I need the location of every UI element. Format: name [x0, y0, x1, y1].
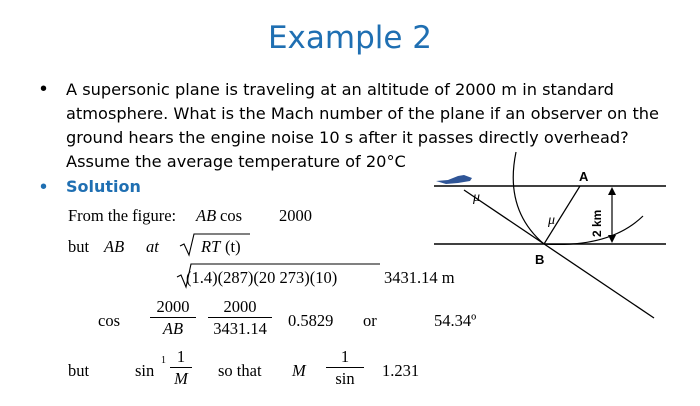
problem-line: Assume the average temperature of 20°C [66, 152, 406, 171]
bullet-solution: • [40, 176, 48, 198]
but-text: but [68, 237, 90, 256]
or-text: or [363, 311, 377, 330]
problem-line: ground hears the engine noise 10 s after it passes directly overhead? [66, 128, 629, 147]
fraction-numerator: 1 [326, 347, 364, 368]
sound-wave-arc [513, 152, 544, 244]
so-that-text: so that [218, 361, 262, 380]
mu-angle-label: μ [548, 213, 556, 228]
arrowhead-down [608, 235, 616, 243]
point-b-label: B [535, 252, 545, 267]
cos-function: cos [98, 311, 120, 330]
airplane-icon [436, 175, 472, 184]
mach-wave-line [464, 190, 654, 318]
fraction-numerator: 1 [170, 347, 192, 368]
from-figure-text: From the figure: [68, 206, 177, 225]
problem-line: atmosphere. What is the Mach number of the plane if an observer on the [66, 104, 660, 123]
rt-expression: RT [201, 237, 221, 256]
fraction-denominator: AB [162, 319, 184, 338]
point-a-label: A [579, 169, 589, 184]
at-text: at [146, 237, 159, 256]
mu-angle-label: μ [473, 190, 481, 205]
bullet-problem: • [40, 78, 48, 100]
sin-function: sin [135, 361, 155, 380]
ab-variable: AB [196, 206, 217, 225]
fraction-denominator: M [174, 369, 188, 388]
fraction-numerator: 2000 [208, 297, 272, 318]
arrowhead-up [608, 187, 616, 195]
cos-value: 0.5829 [288, 311, 334, 330]
altitude-label: 2 km [590, 209, 604, 237]
mach-angle-value: 54.34º [434, 311, 477, 330]
slide-title: Example 2 [267, 20, 433, 56]
ab-variable: AB [104, 237, 125, 256]
t-argument: (t) [225, 237, 241, 256]
fraction-numerator: 2000 [150, 297, 196, 318]
mach-variable: M [292, 361, 306, 380]
ab-result: 3431.14 m [384, 268, 455, 287]
altitude-value: 2000 [279, 206, 312, 225]
mach-number-value: 1.231 [382, 361, 420, 380]
fraction-denominator: 3431.14 [213, 319, 267, 338]
inverse-superscript: 1 [161, 355, 166, 366]
cos-function: cos [220, 206, 242, 225]
solution-label: Solution [66, 177, 141, 196]
but-text: but [68, 361, 90, 380]
problem-line: A supersonic plane is traveling at an altitude of 2000 m in standard [66, 80, 614, 99]
fraction-denominator: sin [335, 369, 355, 388]
sqrt-expression: (1.4)(287)(20 273)(10) [186, 268, 338, 287]
